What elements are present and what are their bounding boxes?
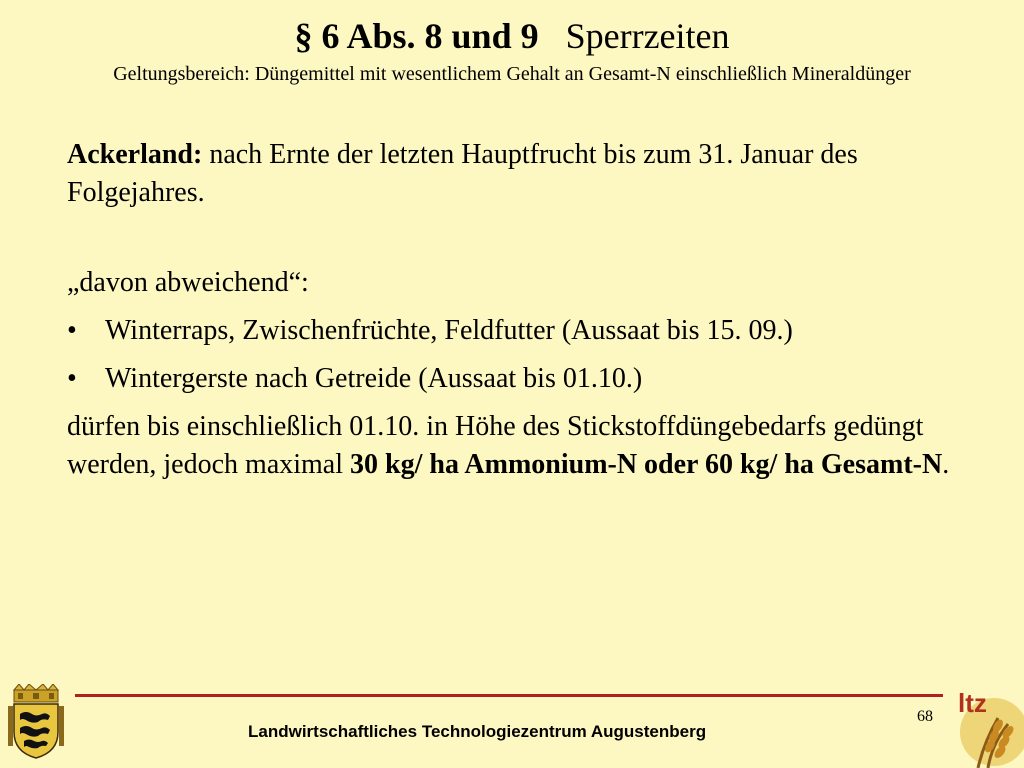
list-item — [67, 312, 967, 350]
final-text-bold: 30 kg/ ha Ammonium-N oder 60 kg/ ha Gesamt-N — [350, 449, 943, 480]
ltz-logo-text: ltz — [958, 688, 987, 718]
ackerland-paragraph — [67, 136, 967, 212]
exception-list — [67, 312, 967, 398]
ackerland-label: Ackerland: — [67, 139, 203, 170]
final-paragraph — [67, 408, 967, 484]
ltz-wheat-logo-icon — [948, 682, 1024, 768]
title-section-number: § 6 Abs. 8 und 9 — [294, 16, 539, 56]
slide-content — [67, 136, 967, 484]
page-subtitle: Geltungsbereich: Düngemittel mit wesentlichem Gehalt an Gesamt-N einschließlich Mineraldünger — [113, 63, 911, 85]
coat-of-arms-icon — [8, 684, 64, 760]
final-text-end: . — [942, 449, 950, 480]
bullet-icon: • — [67, 363, 77, 394]
page-number: 68 — [917, 708, 933, 725]
title-topic: Sperrzeiten — [565, 16, 730, 56]
final-text: dürfen bis einschließlich 01.10. in Höhe des Stickstoffdüngebedarfs gedüngt werden, jedoch maximal — [67, 411, 924, 480]
footer-organization: Landwirtschaftliches Technologiezentrum Augustenberg — [248, 722, 707, 741]
page-title — [0, 14, 1024, 58]
bullet-icon: • — [67, 315, 77, 346]
ackerland-text: nach Ernte der letzten Hauptfrucht bis zum 31. Januar des Folgejahres. — [67, 139, 858, 208]
list-item-text: Wintergerste nach Getreide (Aussaat bis 01.10.) — [105, 363, 643, 394]
list-item-text: Winterraps, Zwischenfrüchte, Feldfutter (Aussaat bis 15. 09.) — [105, 315, 793, 346]
footer-divider — [75, 694, 943, 697]
list-item — [67, 360, 967, 398]
davon-abweichend-text: „davon abweichend“: — [67, 267, 309, 298]
